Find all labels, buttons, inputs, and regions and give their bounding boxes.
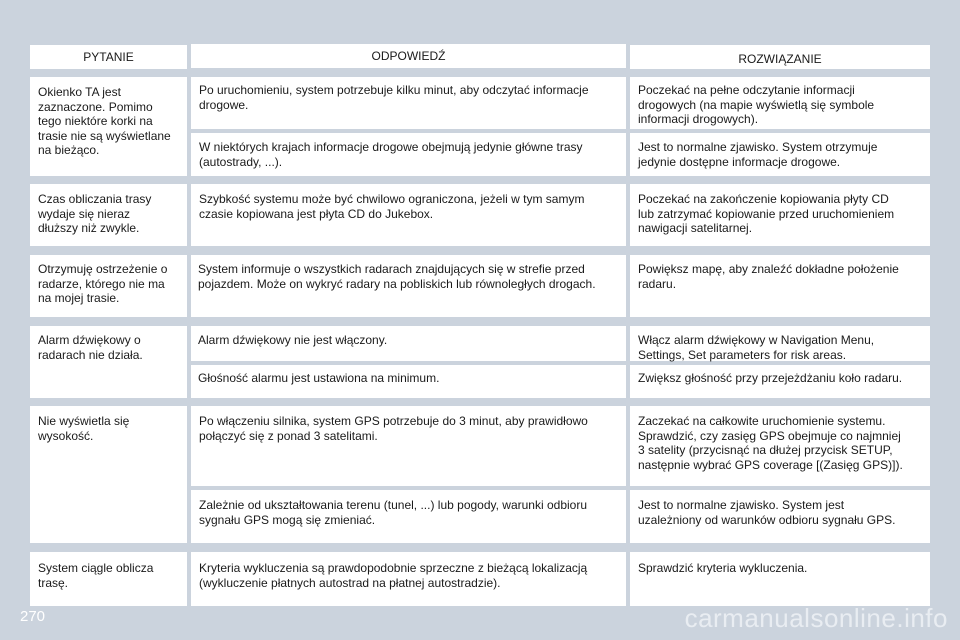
answer-cell: System informuje o wszystkich radarach znajdujących się w strefie przed pojazdem. Może on wykryć radary na pobliskich lub równoległych drogach. bbox=[191, 255, 626, 317]
header-solution: ROZWIĄZANIE bbox=[630, 45, 930, 69]
answer-cell: Kryteria wykluczenia są prawdopodobnie sprzeczne z bieżącą lokalizacją (wykluczenie płatnych autostrad na płatnej autostradzie). bbox=[191, 552, 626, 606]
question-cell: System ciągle oblicza trasę. bbox=[30, 552, 187, 606]
solution-cell: Jest to normalne zjawisko. System jest uzależniony od warunków odbioru sygnału GPS. bbox=[630, 490, 930, 543]
header-question: PYTANIE bbox=[30, 45, 187, 69]
solution-cell: Poczekać na zakończenie kopiowania płyty CD lub zatrzymać kopiowanie przed uruchomieniem nawigacji satelitarnej. bbox=[630, 184, 930, 246]
question-cell: Nie wyświetla się wysokość. bbox=[30, 406, 187, 543]
solution-cell: Poczekać na pełne odczytanie informacji drogowych (na mapie wyświetlą się symbole informacji drogowych). bbox=[630, 77, 930, 129]
solution-cell: Sprawdzić kryteria wykluczenia. bbox=[630, 552, 930, 606]
solution-cell: Włącz alarm dźwiękowy w Navigation Menu, Settings, Set parameters for risk areas. bbox=[630, 326, 930, 361]
solution-cell: Powiększ mapę, aby znaleźć dokładne położenie radaru. bbox=[630, 255, 930, 317]
answer-cell: Alarm dźwiękowy nie jest włączony. bbox=[191, 326, 626, 361]
solution-cell: Zaczekać na całkowite uruchomienie systemu. Sprawdzić, czy zasięg GPS obejmuje co najmniej 3 satelity (przycisnąć na dłużej przycisk SETUP, następnie wybrać GPS coverage [(Zasięg GPS)]). bbox=[630, 406, 930, 486]
header-answer: ODPOWIEDŹ bbox=[191, 44, 626, 68]
watermark: carmanualsonline.info bbox=[684, 603, 948, 633]
answer-cell: Głośność alarmu jest ustawiona na minimum. bbox=[191, 365, 626, 398]
answer-cell: Po włączeniu silnika, system GPS potrzebuje do 3 minut, aby prawidłowo połączyć się z ponad 3 satelitami. bbox=[191, 406, 626, 486]
answer-cell: Zależnie od ukształtowania terenu (tunel, ...) lub pogody, warunki odbioru sygnału GPS mogą się zmieniać. bbox=[191, 490, 626, 543]
answer-cell: W niektórych krajach informacje drogowe obejmują jedynie główne trasy (autostrady, ...). bbox=[191, 133, 626, 176]
question-cell: Alarm dźwiękowy o radarach nie działa. bbox=[30, 326, 187, 398]
question-cell: Otrzymuję ostrzeżenie o radarze, którego nie ma na mojej trasie. bbox=[30, 255, 187, 317]
page-number: 270 bbox=[20, 608, 46, 625]
solution-cell: Zwiększ głośność przy przejeżdżaniu koło radaru. bbox=[630, 365, 930, 398]
answer-cell: Szybkość systemu może być chwilowo ograniczona, jeżeli w tym samym czasie kopiowana jest płyta CD do Jukebox. bbox=[191, 184, 626, 246]
question-cell: Okienko TA jest zaznaczone. Pomimo tego niektóre korki na trasie nie są wyświetlane na bieżąco. bbox=[30, 77, 187, 176]
solution-cell: Jest to normalne zjawisko. System otrzymuje jedynie dostępne informacje drogowe. bbox=[630, 133, 930, 176]
question-cell: Czas obliczania trasy wydaje się nieraz dłuższy niż zwykle. bbox=[30, 184, 187, 246]
answer-cell: Po uruchomieniu, system potrzebuje kilku minut, aby odczytać informacje drogowe. bbox=[191, 77, 626, 129]
